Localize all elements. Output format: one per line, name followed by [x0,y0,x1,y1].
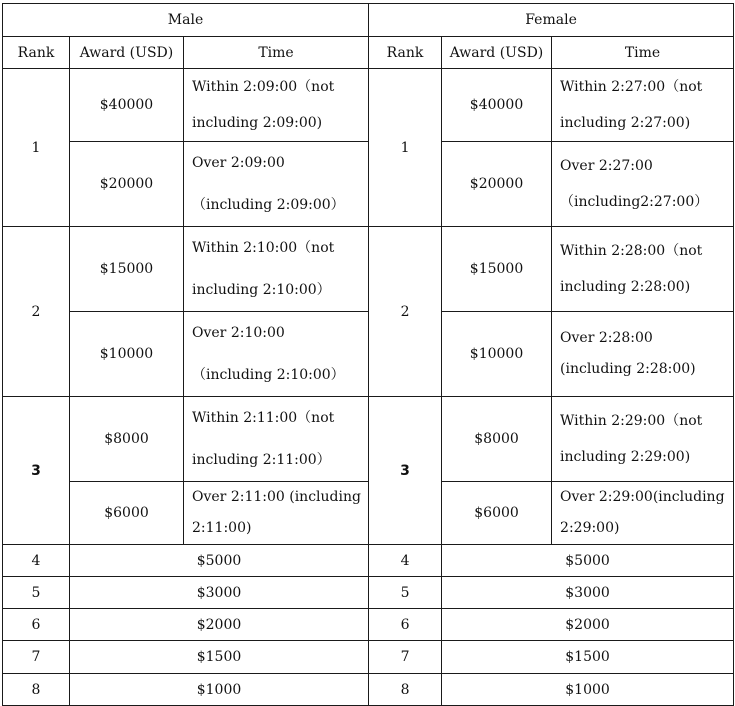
female-time-cell: Within 2:27:00（not including 2:27:00) [552,69,734,142]
female-rank-cell: 5 [369,577,442,609]
male-award-cell: $6000 [70,482,184,545]
female-header: Female [369,4,734,37]
female-rank-cell: 1 [369,69,442,227]
male-rank-header: Rank [3,37,70,69]
table-row [3,545,734,577]
male-award-cell: $5000 [70,545,369,577]
female-award-cell: $10000 [442,312,552,397]
male-award-cell: $3000 [70,577,369,609]
female-award-cell: $15000 [442,227,552,312]
female-rank-header: Rank [369,37,442,69]
male-rank-cell: 2 [3,227,70,397]
female-rank-cell: 3 [369,397,442,545]
table-row [3,312,734,397]
female-time-header: Time [552,37,734,69]
female-award-header: Award (USD) [442,37,552,69]
table-row [3,577,734,609]
female-time-cell: Within 2:29:00（not including 2:29:00) [552,397,734,482]
male-time-cell: Within 2:10:00（not including 2:10:00） [184,227,369,312]
table-row [3,674,734,706]
male-header: Male [3,4,369,37]
table-row [3,397,734,482]
female-time-cell: Within 2:28:00（not including 2:28:00) [552,227,734,312]
male-time-cell: Over 2:09:00（including 2:09:00） [184,142,369,227]
male-time-cell: Within 2:09:00（not including 2:09:00) [184,69,369,142]
female-time-cell: Over 2:29:00(including 2:29:00) [552,482,734,545]
male-time-header: Time [184,37,369,69]
male-award-cell: $1500 [70,641,369,674]
female-rank-cell: 8 [369,674,442,706]
male-time-cell: Over 2:10:00（including 2:10:00） [184,312,369,397]
female-award-cell: $1000 [442,674,734,706]
female-rank-cell: 7 [369,641,442,674]
male-award-cell: $10000 [70,312,184,397]
female-time-cell: Over 2:28:00 (including 2:28:00) [552,312,734,397]
female-award-cell: $6000 [442,482,552,545]
table-row [3,482,734,545]
male-rank-cell: 1 [3,69,70,227]
male-rank-cell: 3 [3,397,70,545]
table-row [3,142,734,227]
female-time-cell: Over 2:27:00 （including2:27:00） [552,142,734,227]
male-rank-cell: 8 [3,674,70,706]
female-award-cell: $8000 [442,397,552,482]
male-award-cell: $40000 [70,69,184,142]
male-rank-cell: 5 [3,577,70,609]
male-time-cell: Over 2:11:00 (including 2:11:00) [184,482,369,545]
female-award-cell: $3000 [442,577,734,609]
female-rank-cell: 2 [369,227,442,397]
female-award-cell: $20000 [442,142,552,227]
male-time-cell: Within 2:11:00（not including 2:11:00） [184,397,369,482]
female-rank-cell: 6 [369,609,442,641]
male-award-cell: $20000 [70,142,184,227]
table-row [3,641,734,674]
female-award-cell: $40000 [442,69,552,142]
table-row [3,609,734,641]
female-award-cell: $5000 [442,545,734,577]
female-award-cell: $1500 [442,641,734,674]
male-award-cell: $15000 [70,227,184,312]
column-header-row [3,37,734,69]
male-rank-cell: 4 [3,545,70,577]
male-award-header: Award (USD) [70,37,184,69]
male-rank-cell: 7 [3,641,70,674]
male-award-cell: $2000 [70,609,369,641]
table-row [3,69,734,142]
male-award-cell: $1000 [70,674,369,706]
prize-money-table [2,3,734,706]
female-award-cell: $2000 [442,609,734,641]
female-rank-cell: 4 [369,545,442,577]
group-header-row [3,4,734,37]
male-rank-cell: 6 [3,609,70,641]
male-award-cell: $8000 [70,397,184,482]
table-row [3,227,734,312]
